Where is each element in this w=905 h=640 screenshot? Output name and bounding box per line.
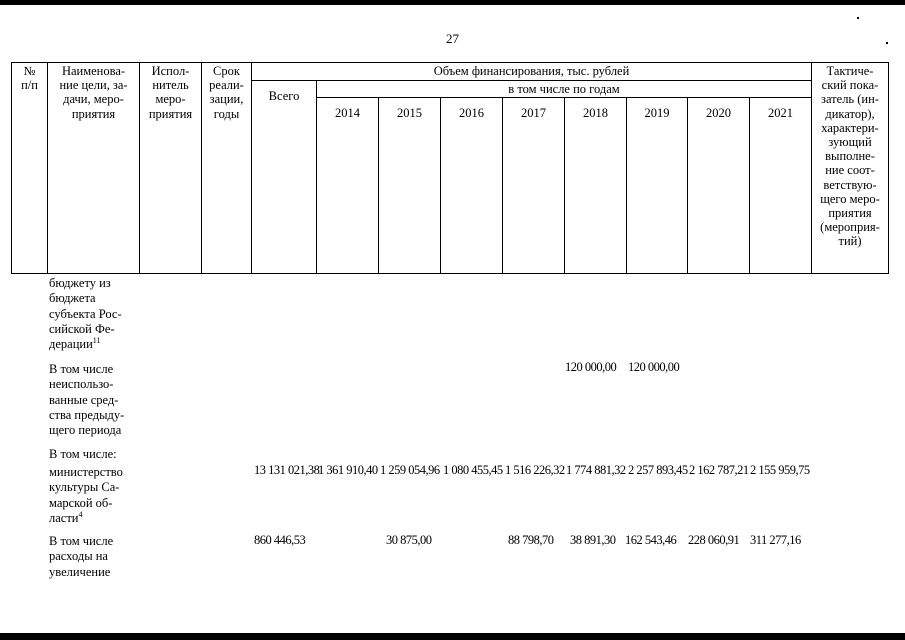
row-label: В том числе: — [49, 447, 117, 461]
scan-speck — [857, 17, 859, 19]
page-number: 27 — [446, 31, 459, 46]
row-label: В том числе неиспользо- ванные сред- ства предыду- щего периода — [49, 362, 125, 438]
value-2021: 311 277,16 — [750, 533, 801, 547]
value-2021: 2 155 959,75 — [750, 463, 810, 477]
value-2019: 162 543,46 — [625, 533, 677, 547]
value-2016: 1 080 455,45 — [443, 463, 503, 477]
value-2015: 1 259 054,96 — [380, 463, 440, 477]
value-2017: 1 516 226,32 — [505, 463, 565, 477]
value-2020: 228 060,91 — [688, 533, 740, 547]
header-term: Срок реали- зации, годы — [202, 63, 252, 274]
row-label: бюджету из бюджета субъекта Рос- сийской Фе- дерации$^{11}$ — [49, 276, 122, 352]
value-total: 860 446,53 — [254, 533, 306, 547]
header-total: Всего — [252, 81, 317, 274]
header-indicator: Тактиче- ский пока- затель (ин- дикатор), характери- зующий выполне- ние соот- ветствую- щего меро- приятия (мероприя- тий) — [812, 63, 889, 274]
header-year-2020: 2020 — [688, 98, 750, 274]
value-2017: 88 798,70 — [508, 533, 554, 547]
row-label: В том числе расходы на увеличение — [49, 534, 114, 579]
top-border — [0, 0, 905, 5]
row-label: министерство культуры Са- марской об- ласти$^4$ — [49, 465, 123, 525]
value-2018: 1 774 881,32 — [566, 463, 626, 477]
value-2020: 2 162 787,21 — [689, 463, 749, 477]
value-2019: 120 000,00 — [628, 360, 680, 374]
header-year-2021: 2021 — [750, 98, 812, 274]
header-financing: Объем финансирования, тыс. рублей — [252, 63, 812, 81]
table-header — [11, 62, 889, 274]
header-year-2016: 2016 — [441, 98, 503, 274]
bottom-border — [0, 633, 905, 640]
header-executor: Испол- нитель меро- приятия — [140, 63, 202, 274]
header-year-2019: 2019 — [627, 98, 688, 274]
header-year-2015: 2015 — [379, 98, 441, 274]
header-year-2017: 2017 — [503, 98, 565, 274]
header-number: № п/п — [12, 63, 48, 274]
header-year-2014: 2014 — [317, 98, 379, 274]
value-2019: 2 257 893,45 — [628, 463, 688, 477]
value-2015: 30 875,00 — [386, 533, 432, 547]
value-total: 13 131 021,38 — [254, 463, 320, 477]
value-2018: 120 000,00 — [565, 360, 617, 374]
value-2014: 1 361 910,40 — [318, 463, 378, 477]
header-year-2018: 2018 — [565, 98, 627, 274]
header-by-years: в том числе по годам — [317, 81, 812, 98]
header-name: Наименова- ние цели, за- дачи, меро- приятия — [48, 63, 140, 274]
value-2018: 38 891,30 — [570, 533, 616, 547]
